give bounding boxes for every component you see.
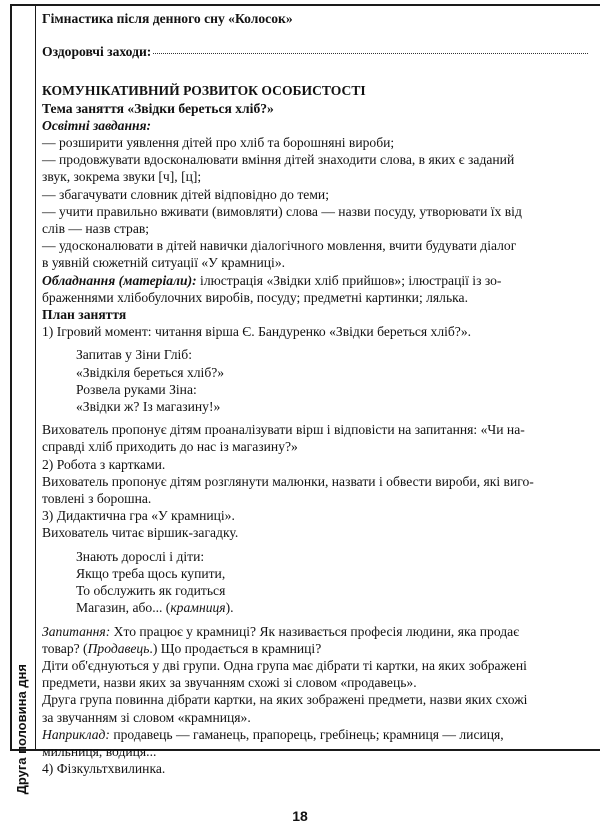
poem-line: То обслужить як годиться	[76, 583, 226, 599]
task-line: слів — назв страв;	[42, 221, 150, 237]
paragraph-line: Вихователь пропонує дітям розглянути малюнки, назвати і обвести вироби, які виго-	[42, 473, 534, 489]
example-line-2: мильниця, водиця...	[42, 743, 157, 759]
step-2: 2) Робота з картками.	[42, 456, 166, 472]
side-column	[10, 4, 36, 795]
paragraph-line: товлені з борошна.	[42, 491, 152, 507]
task-line: — удосконалювати в дітей навички діалогічного мовлення, вчити будувати діалог	[42, 238, 517, 254]
poem-line: Запитав у Зіни Гліб:	[76, 347, 192, 363]
example-text: продавець — гаманець, прапорець, гребінець; крамниця — лисиця,	[109, 726, 504, 742]
poem-line: Знають дорослі і діти:	[76, 548, 205, 564]
step-1: 1) Ігровий момент: читання вірша Є. Бандуренко «Звідки береться хліб?».	[42, 324, 472, 340]
question-text: Хто працює у крамниці? Як називається професія людини, яка продає	[110, 623, 520, 639]
paragraph-line: Друга група повинна дібрати картки, на яких зображені предмети, назви яких схожі	[42, 692, 528, 708]
question-line-2	[42, 640, 600, 657]
poem-2	[42, 548, 600, 617]
poem-line: Якщо треба щось купити,	[76, 565, 226, 581]
equipment-line-2: браженнями хлібобулочних виробів, посуду; предметні картинки; лялька.	[42, 289, 468, 305]
topic-title: Тема заняття «Звідки береться хліб?»	[42, 100, 274, 116]
question-text: товар? (	[42, 640, 88, 656]
task-line: — збагачувати словник дітей відповідно до теми;	[42, 186, 329, 202]
task-line: звук, зокрема звуки [ч], [ц];	[42, 169, 202, 185]
question-text: .) Що продається в крамниці?	[149, 640, 322, 656]
poem-line	[76, 599, 600, 616]
question-line	[42, 623, 600, 640]
poem-answer: крамниця	[170, 600, 226, 616]
question-label: Запитання:	[42, 623, 111, 639]
equipment-line	[42, 272, 600, 289]
plan-heading: План заняття	[42, 307, 127, 323]
task-line: — розширити уявлення дітей про хліб та борошняні вироби;	[42, 135, 395, 151]
paragraph-line: за звучанням зі словом «крамниця».	[42, 709, 251, 725]
question-answer: Продавець	[87, 640, 150, 656]
side-label: Друга половина дня	[14, 664, 29, 795]
dotted-fill	[153, 52, 588, 54]
health-label: Оздоровчі заходи:	[42, 44, 152, 60]
poem-text: Магазин, або... (	[76, 600, 171, 616]
poem-1	[42, 346, 600, 415]
lesson-content	[42, 10, 600, 777]
poem-text: ).	[225, 600, 234, 616]
example-label: Наприклад:	[42, 726, 110, 742]
section-title: КОМУНІКАТИВНИЙ РОЗВИТОК ОСОБИСТОСТІ	[42, 83, 366, 99]
poem-line: «Звідкіля береться хліб?»	[76, 364, 225, 380]
poem-line: «Звідки ж? Із магазину!»	[76, 399, 221, 415]
gymnastics-line: Гімнастика після денного сну «Колосок»	[42, 11, 293, 26]
task-line: в уявній сюжетній ситуації «У крамниці».	[42, 255, 286, 271]
step-3: 3) Дидактична гра «У крамниці».	[42, 508, 235, 524]
poem-line: Розвела руками Зіна:	[76, 381, 197, 397]
paragraph-line: Діти об'єднуються у дві групи. Одна група має дібрати ті картки, на яких зображені	[42, 657, 527, 673]
equipment-label: Обладнання (матеріали):	[42, 272, 197, 288]
paragraph-line: Вихователь пропонує дітям проаналізувати вірш і відповісти на запитання: «Чи на-	[42, 422, 525, 438]
tasks-list	[42, 134, 600, 272]
health-line	[42, 43, 600, 60]
paragraph-line: предмети, назви яких за звучанням схожі зі словом «продавець».	[42, 675, 417, 691]
equipment-text: ілюстрація «Звідки хліб прийшов»; ілюстрації із зо-	[196, 272, 502, 288]
tasks-heading: Освітні завдання:	[42, 117, 152, 133]
task-line: — продовжувати вдосконалювати вміння дітей знаходити слова, в яких є заданий	[42, 152, 515, 168]
page-number: 18	[292, 808, 308, 824]
task-line: — учити правильно вживати (вимовляти) слова — назви посуду, утворювати їх від	[42, 203, 522, 219]
paragraph-line: Вихователь читає віршик-загадку.	[42, 525, 239, 541]
step-4: 4) Фізкультхвилинка.	[42, 761, 166, 777]
example-line	[42, 726, 600, 743]
paragraph-line: справді хліб приходить до нас із магазину?»	[42, 439, 298, 455]
